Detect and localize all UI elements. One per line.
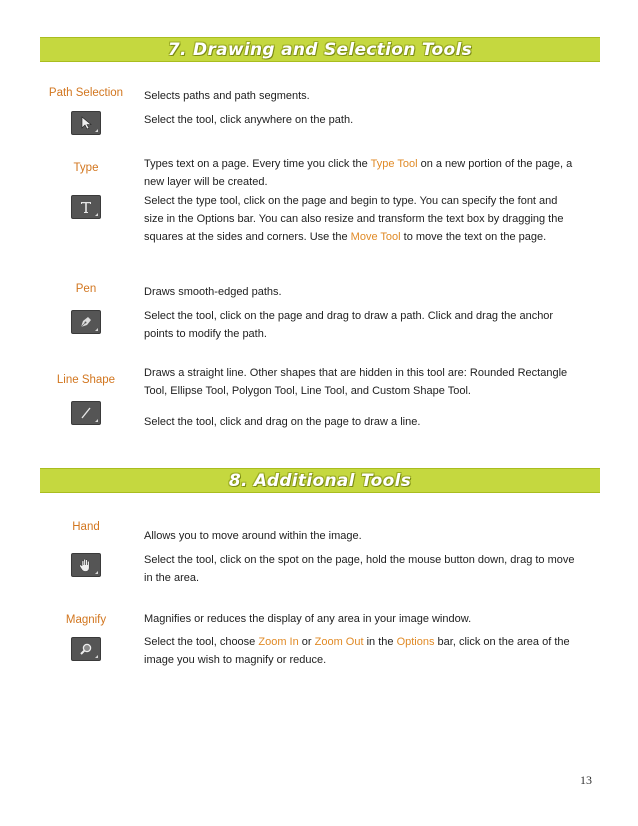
page-number: 13 (580, 773, 592, 787)
hand-description: Allows you to move around within the image. (144, 530, 362, 542)
type-t-icon (71, 195, 101, 219)
line-shape-instructions: Select the tool, click and drag on the page to draw a line. (144, 416, 421, 428)
magnify-instructions: Select the tool, choose Zoom In or Zoom Out in the Options bar, click on the area of the image you wish to magnify or reduce. (144, 636, 570, 666)
move-tool-highlight: Move Tool (350, 231, 401, 243)
section-8-title: 8. Additional Tools (228, 471, 412, 491)
tool-label-line-shape: Line Shape (56, 374, 116, 386)
arrow-cursor-icon (71, 111, 101, 135)
magnifier-icon (71, 637, 101, 661)
tool-label-hand: Hand (72, 521, 100, 533)
section-8-banner (40, 468, 600, 493)
tool-label-type: Type (73, 162, 99, 174)
zoom-out-highlight: Zoom Out (314, 636, 364, 648)
hand-instructions: Select the tool, click on the spot on the page, hold the mouse button down, drag to move in the area. (144, 554, 575, 584)
type-instructions: Select the type tool, click on the page and begin to type. You can specify the font and size in the Options bar. You can also resize and transform the text box by dragging the squares at the sides and corners. Use the Move Tool to move the text on the page. (144, 195, 564, 243)
tool-label-magnify: Magnify (65, 614, 107, 626)
type-description: Types text on a page. Every time you click the Type Tool on a new portion of the page, a new layer will be created. (144, 158, 573, 188)
path-selection-description: Selects paths and path segments. (144, 90, 310, 102)
path-selection-instructions: Select the tool, click anywhere on the path. (144, 114, 354, 126)
type-tool-highlight: Type Tool (370, 158, 418, 170)
hand-icon (71, 553, 101, 577)
magnify-description: Magnifies or reduces the display of any area in your image window. (144, 613, 472, 625)
zoom-in-highlight: Zoom In (258, 636, 299, 648)
section-7-banner (40, 37, 600, 62)
tool-label-path-selection: Path Selection (48, 87, 124, 99)
pen-instructions: Select the tool, click on the page and drag to draw a path. Click and drag the anchor points to modify the path. (144, 310, 554, 340)
line-shape-description: Draws a straight line. Other shapes that are hidden in this tool are: Rounded Rectangle Tool, Ellipse Tool, Polygon Tool, Line Tool, and Custom Shape Tool. (144, 367, 568, 397)
pen-description: Draws smooth-edged paths. (144, 286, 282, 298)
line-icon (71, 401, 101, 425)
options-highlight: Options (396, 636, 435, 648)
tool-label-pen: Pen (75, 283, 97, 295)
pen-nib-icon (71, 310, 101, 334)
section-7-title: 7. Drawing and Selection Tools (167, 40, 473, 60)
